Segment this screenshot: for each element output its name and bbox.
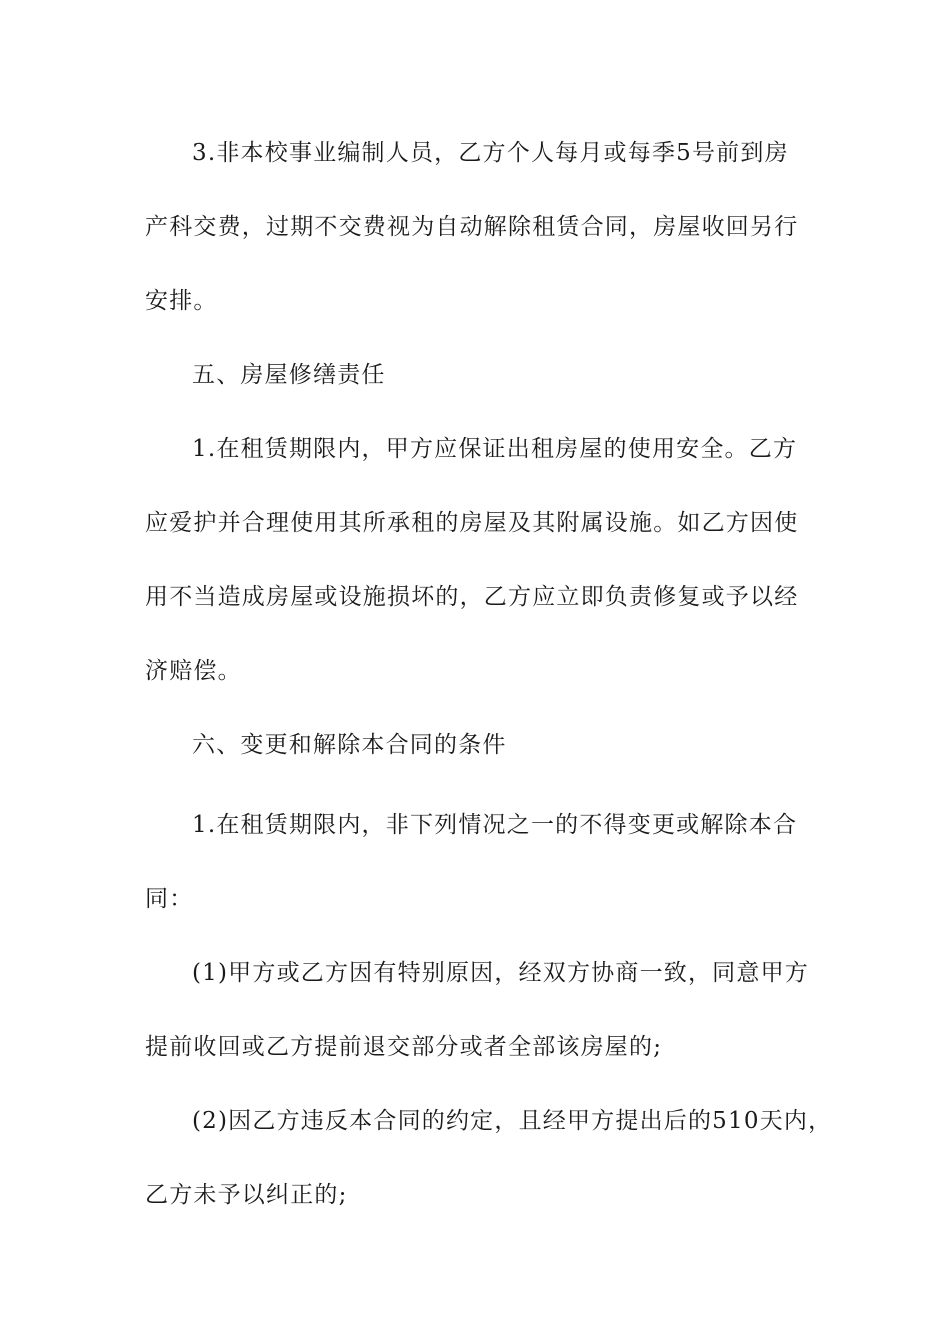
section-heading: 五、房屋修缮责任 xyxy=(192,362,386,388)
paragraph-line: 提前收回或乙方提前退交部分或者全部该房屋的; xyxy=(145,1034,663,1060)
paragraph-line: 同： xyxy=(145,886,194,912)
section-heading: 六、变更和解除本合同的条件 xyxy=(192,732,507,758)
paragraph-line: 用不当造成房屋或设施损坏的，乙方应立即负责修复或予以经 xyxy=(145,584,799,610)
paragraph-line: 产科交费，过期不交费视为自动解除租赁合同，房屋收回另行 xyxy=(145,214,799,240)
paragraph-line: 1.在租赁期限内，非下列情况之一的不得变更或解除本合 xyxy=(192,812,798,838)
paragraph-line: 乙方未予以纠正的; xyxy=(145,1182,348,1208)
paragraph-line: 安排。 xyxy=(145,288,218,314)
paragraph-line: (1)甲方或乙方因有特别原因，经双方协商一致，同意甲方 xyxy=(192,960,809,986)
paragraph-line: 1.在租赁期限内，甲方应保证出租房屋的使用安全。乙方 xyxy=(192,436,798,462)
paragraph-line: 应爱护并合理使用其所承租的房屋及其附属设施。如乙方因使 xyxy=(145,510,799,536)
paragraph-line: 3.非本校事业编制人员，乙方个人每月或每季5号前到房 xyxy=(192,140,789,166)
paragraph-line: 济赔偿。 xyxy=(145,658,242,684)
paragraph-line: (2)因乙方违反本合同的约定，且经甲方提出后的510天内， xyxy=(192,1108,833,1134)
